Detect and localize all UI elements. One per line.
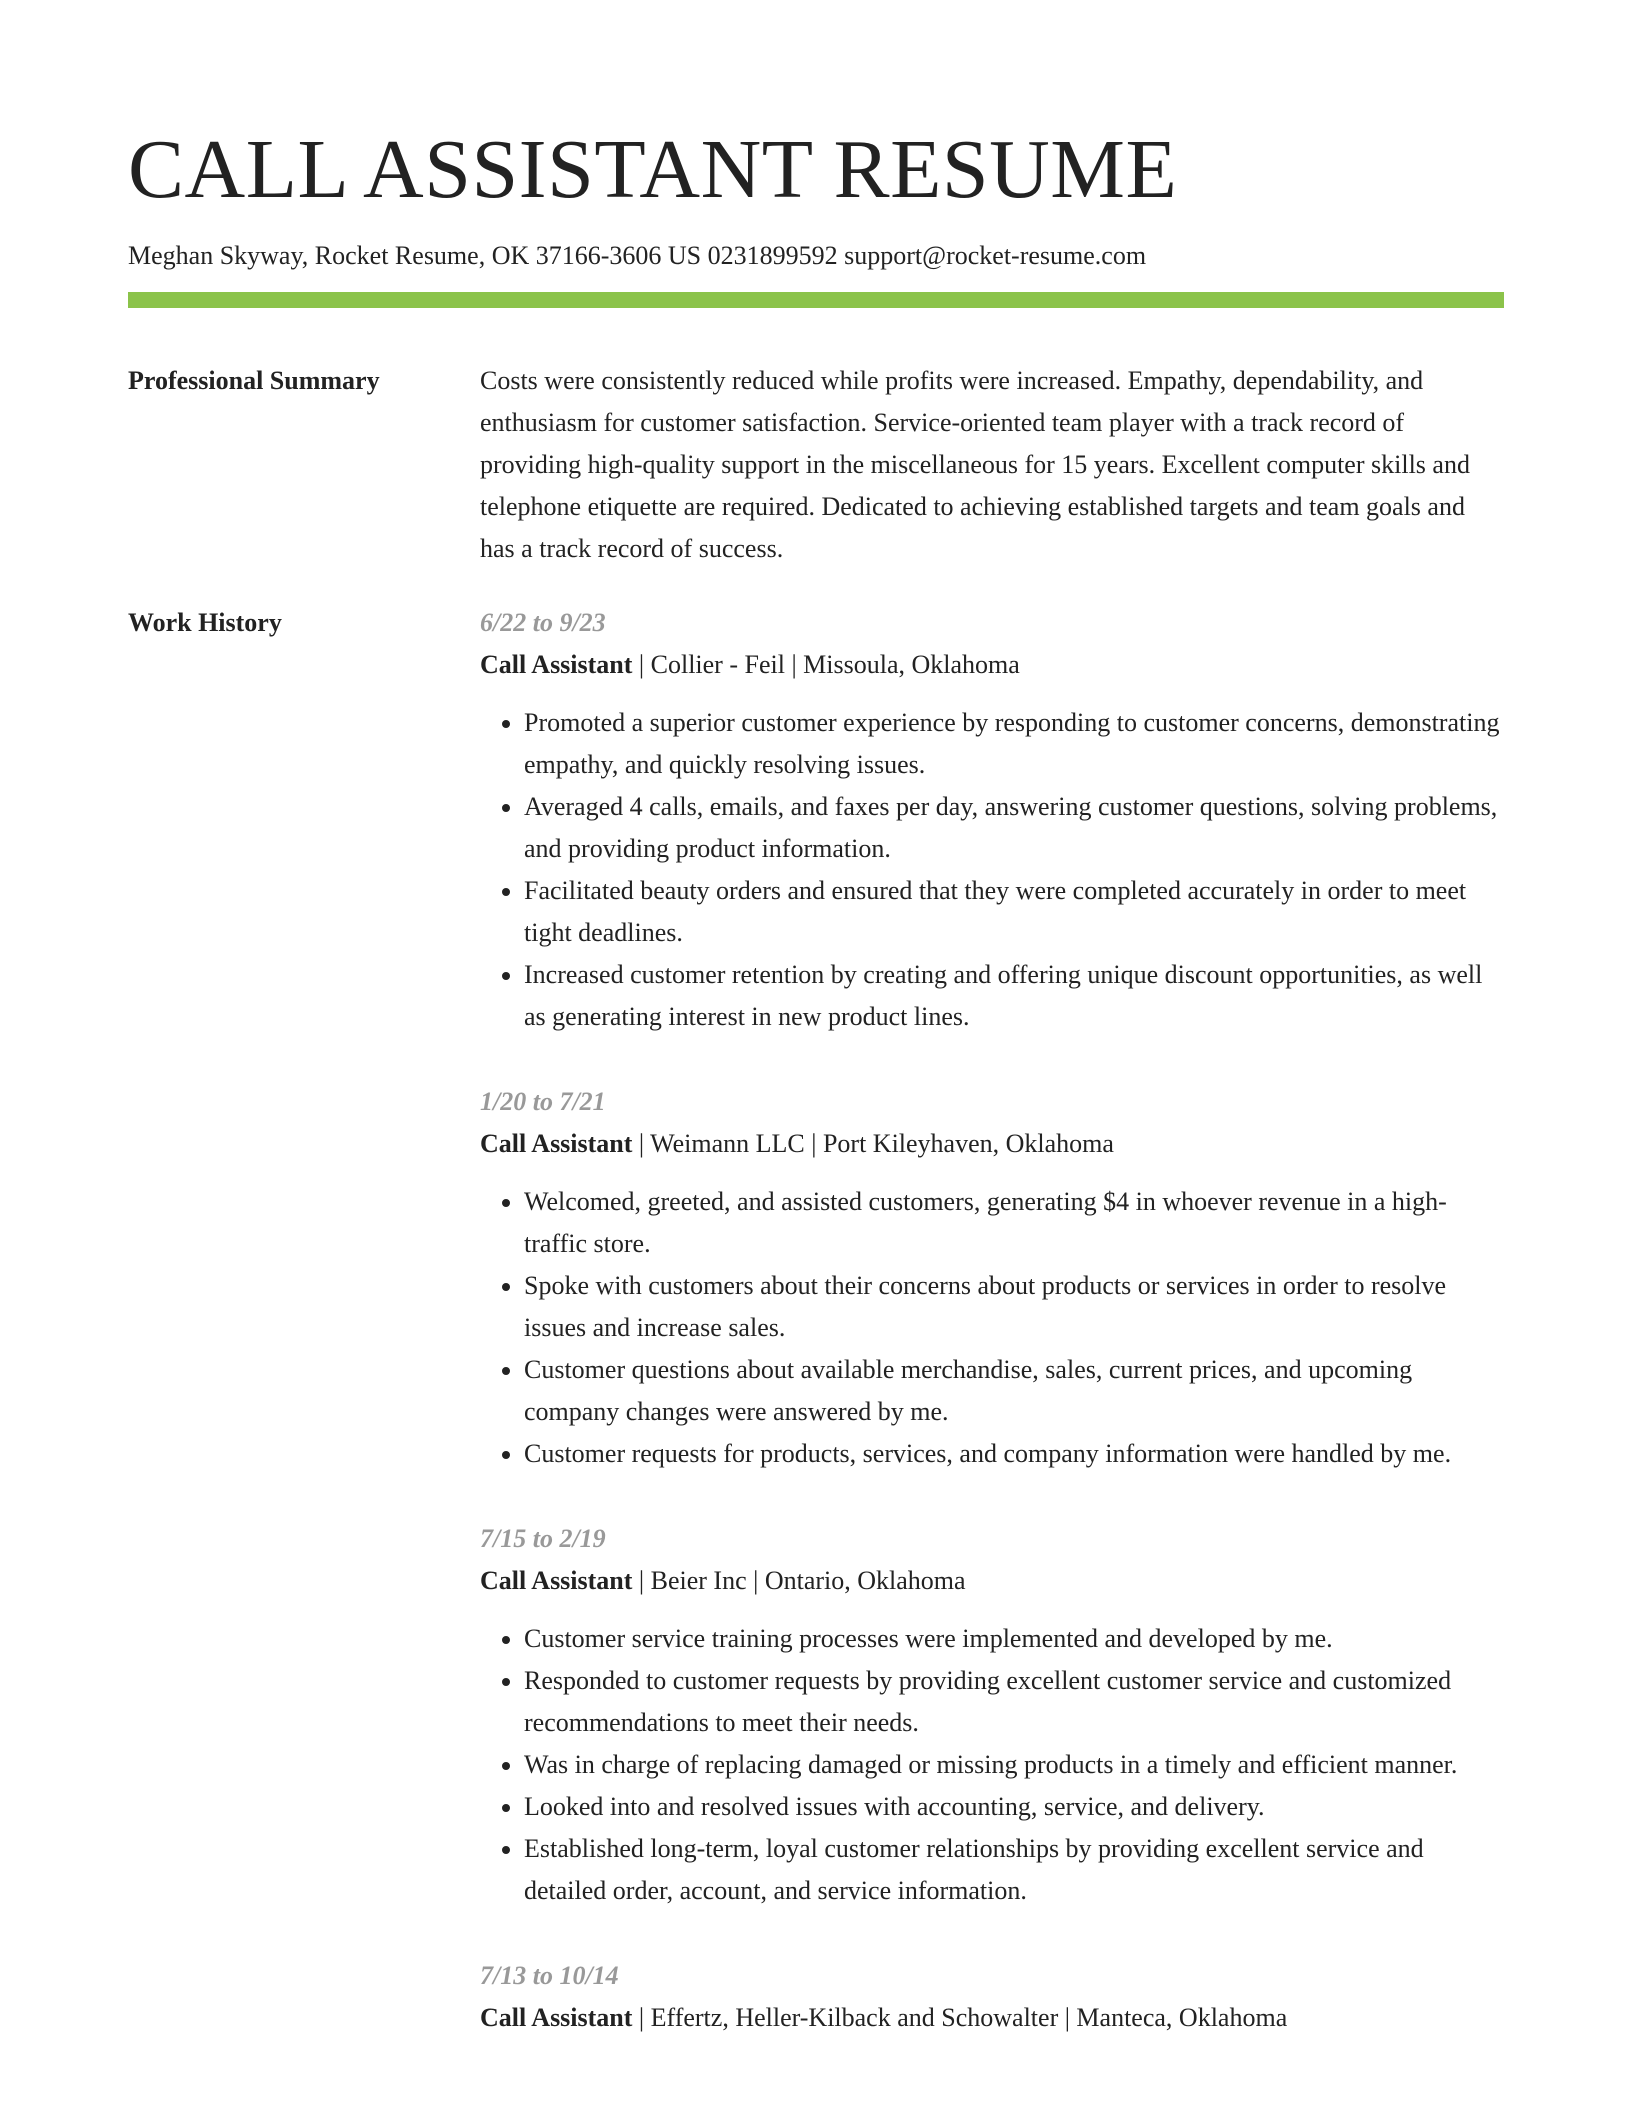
job-bullet: • Looked into and resolved issues with accounting, service, and delivery. xyxy=(524,1786,1504,1828)
job-bullet: • Welcomed, greeted, and assisted customers, generating $4 in whoever revenue in a high-traffic store. xyxy=(524,1181,1504,1265)
summary-text: Costs were consistently reduced while profits were increased. Empathy, dependability, and enthusiasm for customer satisfaction. Service-oriented team player with a track record of providing high-quality support in the miscellaneous for 15 years. Excellent computer skills and telephone etiquette are required. Dedicated to achieving established targets and team goals and has a track record of success. xyxy=(480,366,1470,563)
job-dates: 6/22 to 9/23 xyxy=(480,608,606,637)
job-bullets xyxy=(480,1181,1504,1475)
resume-page xyxy=(128,0,1504,2082)
job-bullet: • Customer service training processes were implemented and developed by me. xyxy=(524,1618,1504,1660)
job-bullet: • Averaged 4 calls, emails, and faxes per day, answering customer questions, solving problems, and providing product information. xyxy=(524,786,1504,870)
job-entry xyxy=(480,1518,1504,1912)
job-dates: 7/15 to 2/19 xyxy=(480,1524,606,1553)
job-details: | Weimann LLC | Port Kileyhaven, Oklahoma xyxy=(632,1129,1114,1158)
job-title: Call Assistant xyxy=(480,650,633,679)
work-history-section xyxy=(128,602,1504,2082)
page-title: CALL ASSISTANT RESUME xyxy=(128,123,1178,216)
job-bullet: • Established long-term, loyal customer relationships by providing excellent service and detailed order, account, and service information. xyxy=(524,1828,1504,1912)
job-title: Call Assistant xyxy=(480,2003,633,2032)
job-heading xyxy=(480,1560,1504,1602)
job-entry xyxy=(480,1955,1504,2039)
accent-divider xyxy=(128,292,1504,308)
job-bullet: • Was in charge of replacing damaged or missing products in a timely and efficient manner. xyxy=(524,1744,1504,1786)
job-bullet: • Responded to customer requests by providing excellent customer service and customized recommendations to meet their needs. xyxy=(524,1660,1504,1744)
work-history-body xyxy=(480,602,1504,2082)
job-title: Call Assistant xyxy=(480,1566,633,1595)
job-title: Call Assistant xyxy=(480,1129,633,1158)
job-details: | Beier Inc | Ontario, Oklahoma xyxy=(632,1566,966,1595)
summary-body xyxy=(480,360,1504,570)
job-dates: 1/20 to 7/21 xyxy=(480,1087,606,1116)
job-bullet: • Customer questions about available merchandise, sales, current prices, and upcoming company changes were answered by me. xyxy=(524,1349,1504,1433)
job-bullet: • Facilitated beauty orders and ensured that they were completed accurately in order to meet tight deadlines. xyxy=(524,870,1504,954)
job-dates: 7/13 to 10/14 xyxy=(480,1961,619,1990)
summary-section xyxy=(128,360,1504,570)
job-bullet: • Customer requests for products, services, and company information were handled by me. xyxy=(524,1433,1504,1475)
job-heading xyxy=(480,644,1504,686)
job-heading xyxy=(480,1997,1504,2039)
work-history-label: Work History xyxy=(128,608,282,637)
job-bullets xyxy=(480,702,1504,1038)
job-entry xyxy=(480,1081,1504,1475)
summary-label: Professional Summary xyxy=(128,366,380,395)
job-entry xyxy=(480,602,1504,1038)
job-bullets xyxy=(480,1618,1504,1912)
job-details: | Collier - Feil | Missoula, Oklahoma xyxy=(632,650,1020,679)
job-bullet: • Promoted a superior customer experience by responding to customer concerns, demonstrating empathy, and quickly resolving issues. xyxy=(524,702,1504,786)
job-bullet: • Spoke with customers about their concerns about products or services in order to resolve issues and increase sales. xyxy=(524,1265,1504,1349)
job-heading xyxy=(480,1123,1504,1165)
job-details: | Effertz, Heller-Kilback and Schowalter | Manteca, Oklahoma xyxy=(632,2003,1288,2032)
contact-line: Meghan Skyway, Rocket Resume, OK 37166-3606 US 0231899592 support@rocket-resume.com xyxy=(128,241,1147,270)
job-bullet: • Increased customer retention by creating and offering unique discount opportunities, as well as generating interest in new product lines. xyxy=(524,954,1504,1038)
